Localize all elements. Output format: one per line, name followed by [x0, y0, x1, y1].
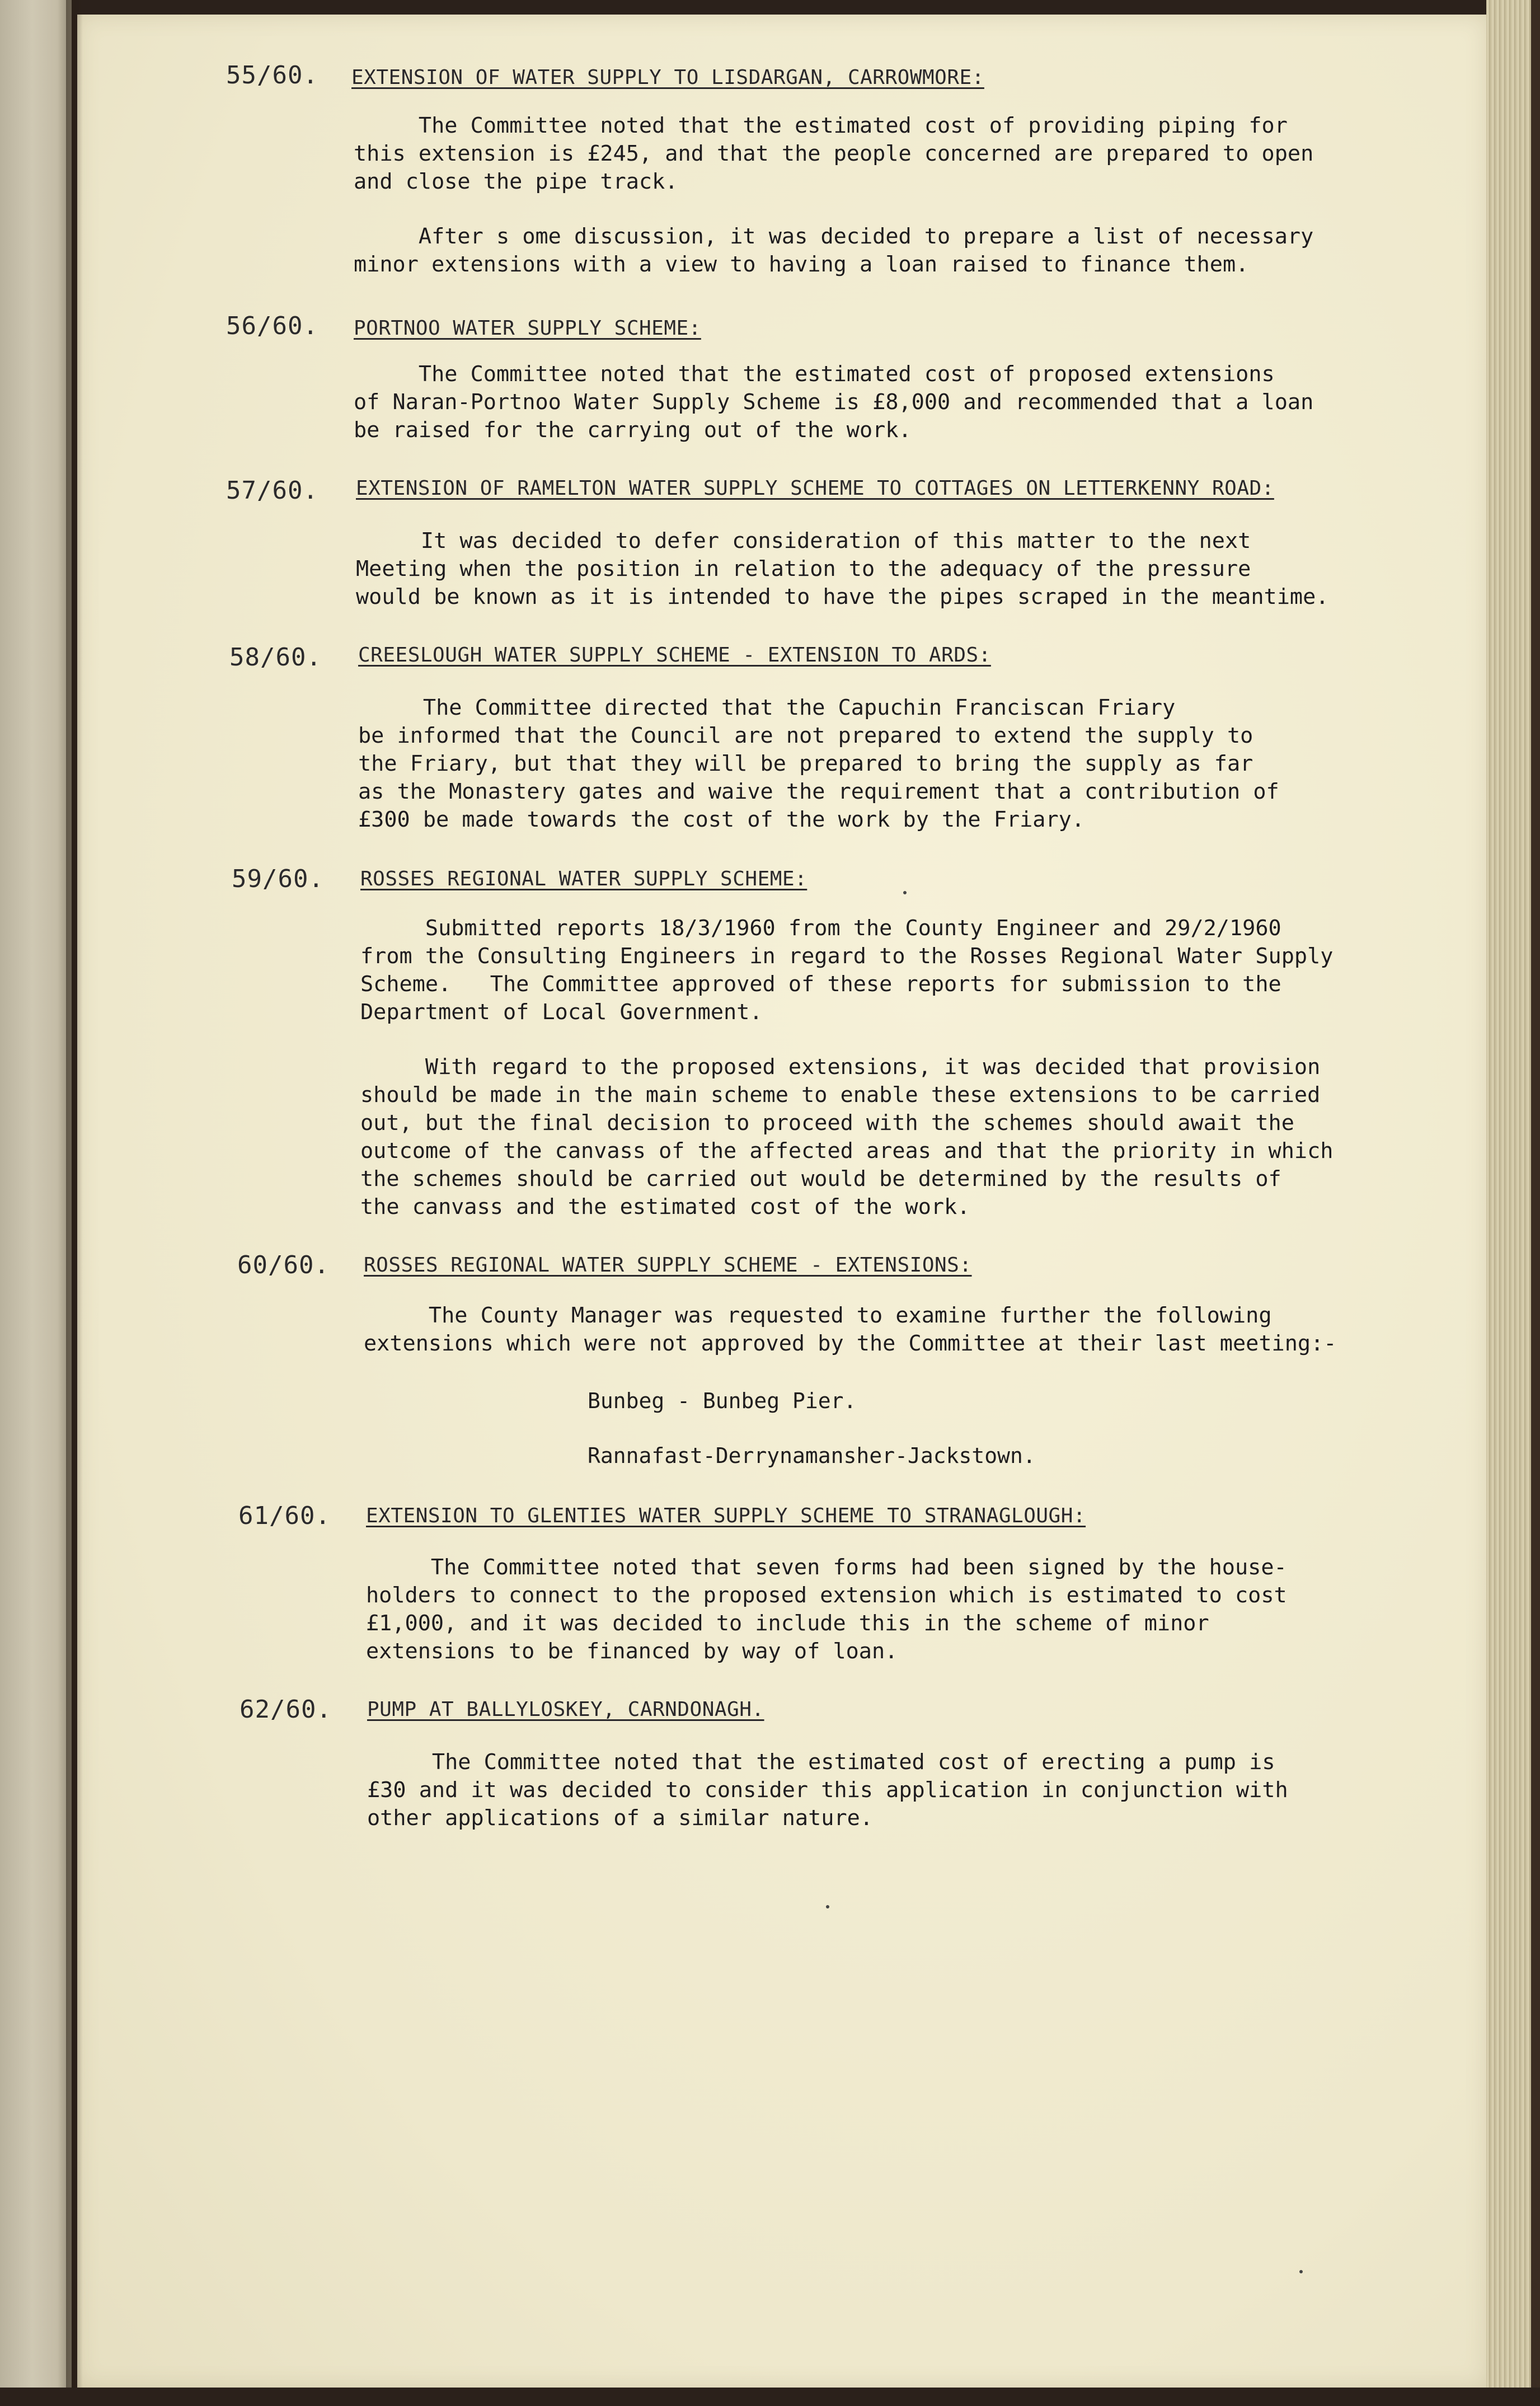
minute-paragraph: The Committee noted that the estimated cost of proposed extensions of Naran-Portnoo Water Supply Scheme is £8,000 and recommended that a loan be raised for the carrying out of the work.	[354, 362, 1314, 443]
minute-paragraph: The Committee noted that the estimated cost of erecting a pump is £30 and it was decided to consider this application in conjunction with other applications of a similar nature.	[367, 1750, 1288, 1831]
minute-heading: EXTENSION OF WATER SUPPLY TO LISDARGAN, CARROWMORE:	[351, 66, 984, 89]
minute-number: 56/60.	[226, 312, 318, 340]
minute-number: 59/60.	[232, 865, 324, 893]
minute-heading: ROSSES REGIONAL WATER SUPPLY SCHEME - EXTENSIONS:	[364, 1254, 972, 1277]
minute-paragraph: After s ome discussion, it was decided to prepare a list of necessary minor extensions with a view to having a loan raised to finance them.	[354, 224, 1314, 277]
minute-paragraph: Submitted reports 18/3/1960 from the County Engineer and 29/2/1960 from the Consulting Engineers in regard to the Rosses Regional Water Supply Scheme. The Committee approved of these reports for submission to the Department of Local Government.	[360, 916, 1334, 1025]
minute-heading: EXTENSION TO GLENTIES WATER SUPPLY SCHEME TO STRANAGLOUGH:	[366, 1504, 1086, 1527]
extension-list-item: Bunbeg - Bunbeg Pier.	[588, 1389, 857, 1413]
minute-heading: EXTENSION OF RAMELTON WATER SUPPLY SCHEME TO COTTAGES ON LETTERKENNY ROAD:	[356, 477, 1274, 500]
minute-paragraph: The County Manager was requested to examine further the following extensions which were not approved by the Committee at their last meeting:-	[364, 1303, 1337, 1356]
minute-paragraph: The Committee noted that the estimated cost of providing piping for this extension is £245, and that the people concerned are prepared to open and close the pipe track.	[354, 113, 1314, 194]
minute-number: 62/60.	[240, 1695, 332, 1724]
minute-heading: ROSSES REGIONAL WATER SUPPLY SCHEME:	[360, 867, 807, 890]
ink-speck	[903, 891, 907, 894]
minute-number: 61/60.	[238, 1502, 331, 1530]
ink-speck	[826, 1905, 829, 1908]
minute-paragraph: With regard to the proposed extensions, it was decided that provision should be made in the main scheme to enable these extensions to be carried out, but the final decision to proceed with the schemes should await the outcome of the canvass of the affected areas and that the priority in which the schemes should be carried out would be determined by the results of the canvass and the estimated cost of the work.	[360, 1054, 1334, 1220]
extension-list-item: Rannafast-Derrynamansher-Jackstown.	[588, 1443, 1036, 1468]
minute-number: 58/60.	[229, 643, 322, 672]
minute-paragraph: The Committee directed that the Capuchin Franciscan Friary be informed that the Council are not prepared to extend the supply to the Friary, but that they will be prepared to bring the supply as far as the Monastery gates and waive the requirement that a contribution of £300 be made towards the cost of the work by the Friary.	[358, 695, 1279, 832]
minute-heading: PORTNOO WATER SUPPLY SCHEME:	[354, 317, 701, 340]
minute-number: 55/60.	[226, 61, 318, 90]
minute-number: 60/60.	[237, 1251, 330, 1279]
minute-heading: PUMP AT BALLYLOSKEY, CARNDONAGH.	[367, 1698, 764, 1721]
ink-speck	[1299, 2270, 1303, 2273]
minute-heading: CREESLOUGH WATER SUPPLY SCHEME - EXTENSION TO ARDS:	[358, 644, 991, 667]
minute-number: 57/60.	[226, 476, 318, 505]
minute-paragraph: The Committee noted that seven forms had been signed by the house- holders to connect to the proposed extension which is estimated to cost £1,000, and it was decided to include this in the scheme of minor extensions to be financed by way of loan.	[366, 1555, 1287, 1664]
minute-paragraph: It was decided to defer consideration of this matter to the next Meeting when the position in relation to the adequacy of the pressure would be known as it is intended to have the pipes scraped in the meantime.	[356, 528, 1329, 609]
